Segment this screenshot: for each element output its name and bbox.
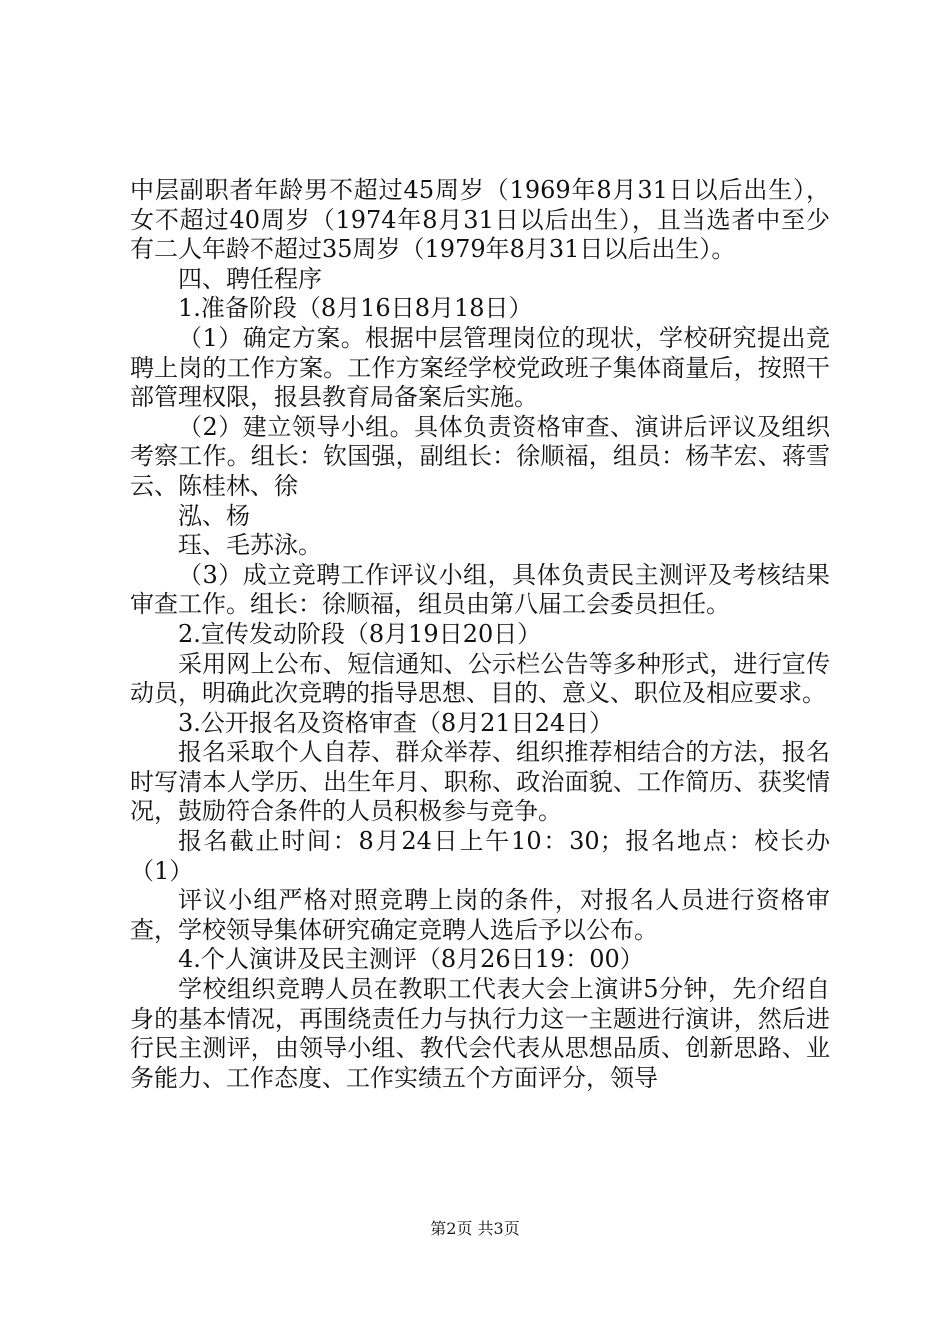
paragraph-name-fragment-1: 泓、杨 xyxy=(178,501,250,530)
step-heading-registration: 3.公开报名及资格审查（8月21日24日） xyxy=(178,708,614,737)
paragraph-leading-group: （2）建立领导小组。具体负责资格审查、演讲后评议及组织考察工作。组长：钦国强，副组长：徐顺福，组员：杨芊宏、蒋雪云、陈桂林、徐 xyxy=(130,412,830,500)
paragraph-registration-deadline: 报名截止时间：8月24日上午10：30；报名地点：校长办（1） xyxy=(130,827,830,885)
paragraph-determine-plan: （1）确定方案。根据中层管理岗位的现状，学校研究提出竞聘上岗的工作方案。工作方案经学校党政班子集体商量后，按照干部管理权限，报县教育局备案后实施。 xyxy=(130,323,830,412)
step-heading-publicity: 2.宣传发动阶段（8月19日20日） xyxy=(178,619,542,648)
paragraph-name-fragment-2: 珏、毛苏泳。 xyxy=(178,531,322,560)
paragraph-publicity: 采用网上公布、短信通知、公示栏公告等多种形式，进行宣传动员，明确此次竞聘的指导思想、目的、意义、职位及相应要求。 xyxy=(130,649,830,708)
document-body xyxy=(130,176,830,1093)
paragraph-age-requirement: 中层副职者年龄男不超过45周岁（1969年8月31日以后出生），女不超过40周岁（1974年8月31日以后出生），且当选者中至少有二人年龄不超过35周岁（1979年8月31日以后出生）。 xyxy=(130,176,830,264)
step-heading-preparation: 1.准备阶段（8月16日8月18日） xyxy=(178,294,533,323)
page-number-footer: 第2页 共3页 xyxy=(430,1219,520,1238)
step-heading-speech: 4.个人演讲及民主测评（8月26日19：00） xyxy=(178,945,644,974)
paragraph-registration-method: 报名采取个人自荐、群众举荐、组织推荐相结合的方法，报名时写清本人学历、出生年月、职称、政治面貌、工作简历、获奖情况，鼓励符合条件的人员积极参与竞争。 xyxy=(130,738,830,826)
paragraph-evaluation-group: （3）成立竞聘工作评议小组，具体负责民主测评及考核结果审查工作。组长：徐顺福，组员由第八届工会委员担任。 xyxy=(130,560,830,619)
section-heading-procedure: 四、聘任程序 xyxy=(178,264,322,293)
paragraph-speech-evaluation: 学校组织竞聘人员在教职工代表大会上演讲5分钟，先介绍自身的基本情况，再围绕责任力与执行力这一主题进行演讲，然后进行民主测评，由领导小组、教代会代表从思想品质、创新思路、业务能力、工作态度、工作实绩五个方面评分，领导 xyxy=(130,975,830,1092)
paragraph-qualification-review: 评议小组严格对照竞聘上岗的条件，对报名人员进行资格审查，学校领导集体研究确定竞聘人选后予以公布。 xyxy=(130,886,830,944)
